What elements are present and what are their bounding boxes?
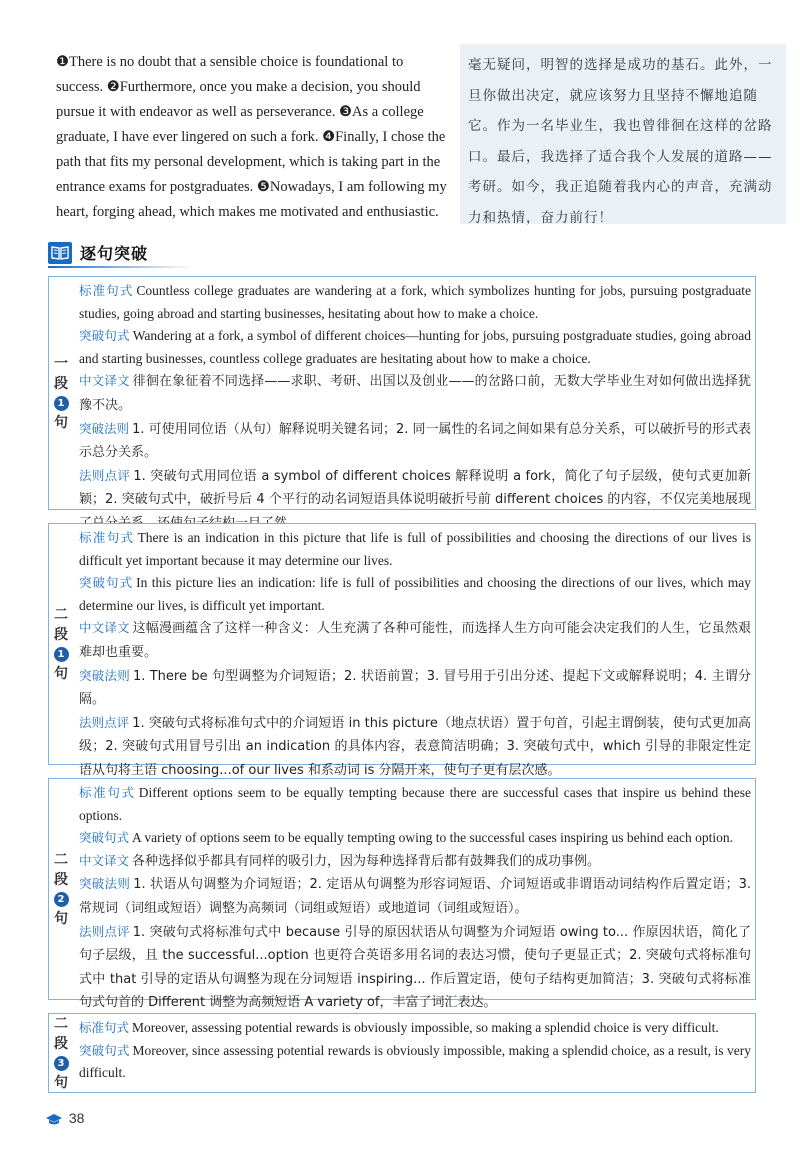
sentence-number-badge: 1 [54,647,69,662]
chinese-translation: 中文译文 各种选择似乎都具有同样的吸引力，因为每种选择背后都有鼓舞我们的成功事例。 [79,852,601,869]
sentence-number-badge: 3 [54,1056,69,1071]
block-content [79,1017,751,1085]
block-side-label: 一 段 1 句 [54,355,68,431]
breakthrough-sentence: 突破句式 Wandering at a fork, a symbol of different choices—hunting for jobs, pursuing postgraduate studies, going abroad and starting businesses, countless college graduates are hesitating about how to make a choice. [79,328,751,366]
sentence-block-1 [48,276,756,510]
intro-section [56,50,786,225]
rule-comment: 法则点评 1. 突破句式将标准句式中 because 引导的原因状语从句调整为介词短语 owing to... 作原因状语，简化了句子层级，且 the successful...option 也更符合英语多用名词的表达习惯，使句子更显正式；2. 突破句式将标准句式中 that 引导的定语从句调整为现在分词短语 inspiring... 作后置定语，使句子结构更加简洁；3. 突破句式将标准句式句首的 Different 调整为高频短语 A variety of，丰富了词汇表达。 [79,923,751,1011]
rule-comment: 法则点评 1. 突破句式将标准句式中的介词短语 in this picture（地点状语）置于句首，引起主谓倒装，使句式更加高级；2. 突破句式用冒号引出 an indication 的具体内容，表意简洁明确；3. 突破句式中，which 引导的非限定性定语从句将主语 choosing...of our lives 和系动词 is 分隔开来，使句子更有层次感。 [79,714,751,778]
page-footer [46,1110,84,1130]
block-content [79,782,751,1015]
page-number: 38 [68,1110,85,1126]
section-header [46,240,266,266]
intro-chinese-translation: 毫无疑问，明智的选择是成功的基石。此外，一旦你做出决定，就应该努力且坚持不懈地追随它。作为一名毕业生，我也曾徘徊在这样的岔路口。最后，我选择了适合我个人发展的道路——考研。如今，我正追随着我内心的声音，充满动力和热情，奋力前行！ [460,44,786,224]
sentence-block-2 [48,523,756,778]
rule-comment: 法则点评 1. 突破句式用同位语 a symbol of different choices 解释说明 a fork，简化了句子层级，使句式更加新颖；2. 突破句式中，破折号后 4 个平行的动名词短语具体说明破折号前 different choices 的内容，不仅完美地展现 [79,467,751,508]
breakthrough-rule: 突破法则 1. 可使用同位语（从句）解释说明关键名词；2. 同一属性的名词之间如果有总分关系，可以破折号的形式表示总分关系。 [79,420,751,461]
standard-sentence: 标准句式 Countless college graduates are wandering at a fork, which symbolizes hunting for jobs, pursuing postgraduate studies, going abroad and starting businesses, hesitating about how to make a choice. [79,283,751,321]
block-side-label: 二 段 3 句 [54,1015,68,1091]
standard-sentence: 标准句式 There is an indication in this picture that life is full of possibilities and choosing the directions of our lives is difficult yet important because it may determine our lives. [79,530,751,568]
book-icon [48,242,72,264]
sentence-number-badge: 1 [54,396,69,411]
breakthrough-sentence: 突破句式 Moreover, since assessing potential rewards is obviously impossible, making a splendid choice, as a result, is very difficult. [79,1042,751,1081]
sentence-block-3 [48,778,756,1011]
block-side-label: 二 段 2 句 [54,851,68,927]
block-content [79,280,751,536]
breakthrough-sentence: 突破句式 In this picture lies an indication: life is full of possibilities and choosing the directions of our lives, which may determine our lives, is difficult yet important. [79,575,751,613]
breakthrough-rule: 突破法则 1. There be 句型调整为介词短语；2. 状语前置；3. 冒号用于引出分述、提起下文或解释说明；4. 主谓分隔。 [79,667,751,708]
standard-sentence: 标准句式 Different options seem to be equally tempting because there are successful cases that inspire us behind these options. [79,785,751,823]
sentence-number-badge: 2 [54,892,69,907]
sentence-block-4 [48,1013,756,1093]
graduation-cap-icon [46,1113,62,1125]
breakthrough-sentence: 突破句式 A variety of options seem to be equally tempting owing to the successful cases inspiring us behind each option. [79,830,734,846]
breakthrough-rule: 突破法则 1. 状语从句调整为介词短语；2. 定语从句调整为形容词短语、介词短语或非谓语动词结构作后置定语；3. 常规词（词组或短语）调整为高频词（词组或短语）或地道词（词组或短语）。 [79,876,751,916]
intro-english-paragraph: ❶There is no doubt that a sensible choice is foundational to success. ❷Furthermore, once you make a decision, you should pursue it with endeavor as well as perseverance. ❸As a college graduate, I have ever lingered on such a fork. ❹Finally, I chose the path that fits my personal development, which is taking part in the entrance exams for postgraduates. ❺Nowadays, I am following my heart, forging ahead, which makes me motivated and enthusiastic. [56,54,447,220]
chinese-translation: 中文译文 这幅漫画蕴含了这样一种含义：人生充满了各种可能性，而选择人生方向可能会决定我们的人生，它虽然艰难却也重要。 [79,620,751,660]
section-underline [48,266,193,268]
section-title: 逐句突破 [80,244,149,263]
block-content [79,527,751,783]
standard-sentence: 标准句式 Moreover, assessing potential rewards is obviously impossible, so making a splendid choice is very difficult. [79,1020,719,1035]
block-side-label: 二 段 1 句 [54,606,68,682]
chinese-translation: 中文译文 徘徊在象征着不同选择——求职、考研、出国以及创业——的岔路口前，无数大学毕业生对如何做出选择犹豫不决。 [79,373,751,413]
